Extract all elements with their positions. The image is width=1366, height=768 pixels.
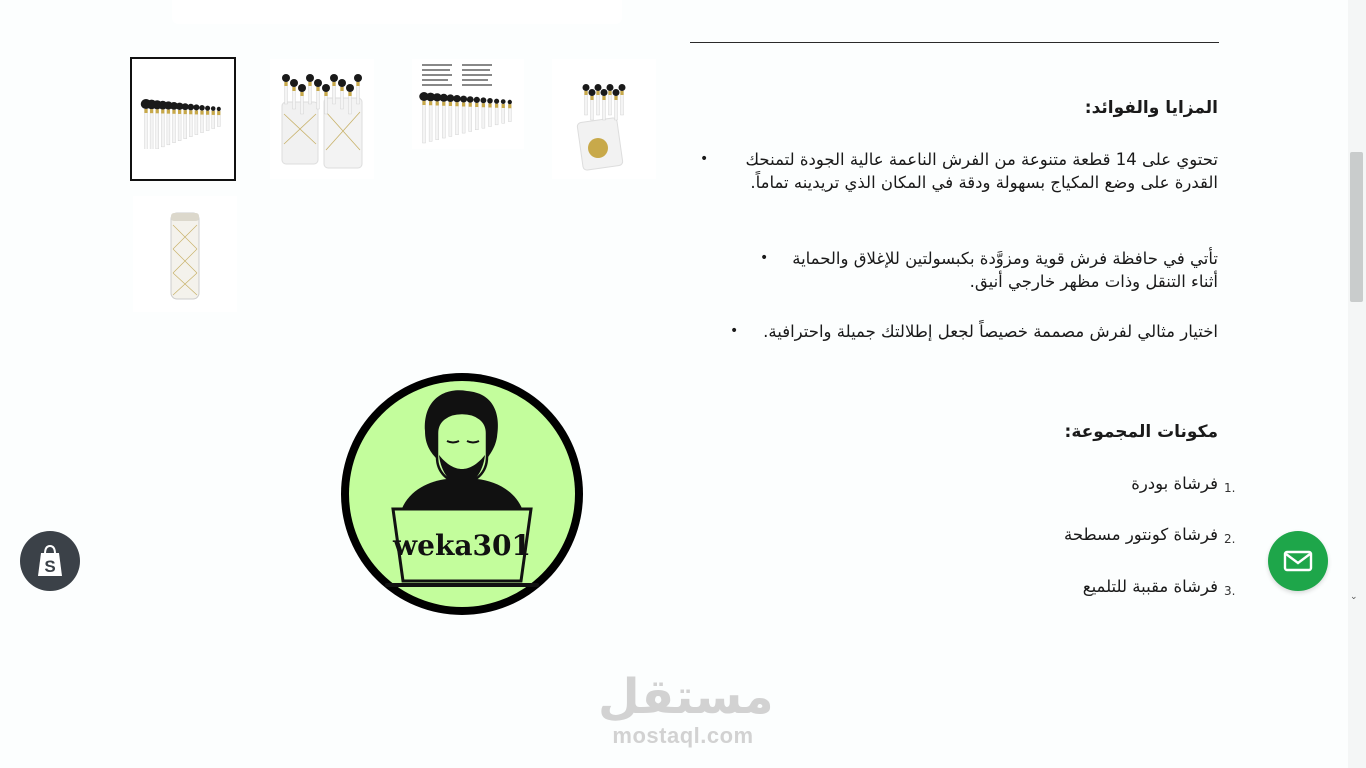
brush-holder-side-image <box>556 64 652 174</box>
shopify-bag-icon <box>35 544 65 578</box>
section-divider <box>690 42 1219 43</box>
svg-text:S: S <box>44 557 56 576</box>
thumbnail-brush-holder-closed[interactable] <box>133 196 237 312</box>
watermark-latin: mostaql.com <box>612 723 754 748</box>
brush-holder-closed-image <box>155 199 215 309</box>
page-scrollbar[interactable] <box>1348 0 1366 768</box>
brush-holder-open-image <box>274 64 370 174</box>
shopify-button[interactable] <box>20 531 80 591</box>
thumbnail-brush-holder-open[interactable] <box>270 59 374 179</box>
component-item: فرشاة بودرة <box>1131 474 1218 493</box>
thumbnail-brush-set-fan[interactable] <box>130 57 236 181</box>
mail-envelope-icon <box>1283 550 1313 572</box>
component-number: 2. <box>1224 532 1236 546</box>
scroll-down-icon[interactable]: ⌄ <box>1350 592 1358 602</box>
scrollbar-thumb[interactable] <box>1350 152 1363 302</box>
contact-mail-button[interactable] <box>1268 531 1328 591</box>
component-number: 1. <box>1224 481 1236 495</box>
component-item: فرشاة مقببة للتلميع <box>1082 577 1218 596</box>
component-item: فرشاة كونتور مسطحة <box>1063 525 1218 544</box>
weka301-logo <box>337 369 587 619</box>
top-card <box>172 0 622 24</box>
benefit-item: تأتي في حافظة فرش قوية ومزوَّدة بكبسولتين للإغلاق والحماية أثناء التنقل وذات مظهر خارجي أنيق. • <box>778 247 1218 293</box>
brush-set-fan-image <box>138 89 228 149</box>
component-number: 3. <box>1224 584 1236 598</box>
benefit-item: تحتوي على 14 قطعة متنوعة من الفرش الناعمة عالية الجودة لتمنحك القدرة على وضع المكياج بسهولة ودقة في المكان الذي تريدينه تماماً. • <box>718 148 1218 194</box>
mostaql-watermark <box>598 669 774 748</box>
logo-text: weka301 <box>393 529 531 562</box>
watermark-arabic: مستقل <box>598 669 774 725</box>
benefits-heading: المزايا والفوائد: <box>1084 98 1218 118</box>
thumbnail-brush-set-numbered[interactable] <box>412 59 524 149</box>
thumbnail-brush-holder-side[interactable] <box>552 59 656 179</box>
benefit-item: اختيار مثالي لفرش مصممة خصيصاً لجعل إطلالتك جميلة واحترافية. • <box>748 320 1218 343</box>
components-heading: مكونات المجموعة: <box>1064 422 1218 442</box>
brush-set-numbered-image <box>414 60 522 148</box>
